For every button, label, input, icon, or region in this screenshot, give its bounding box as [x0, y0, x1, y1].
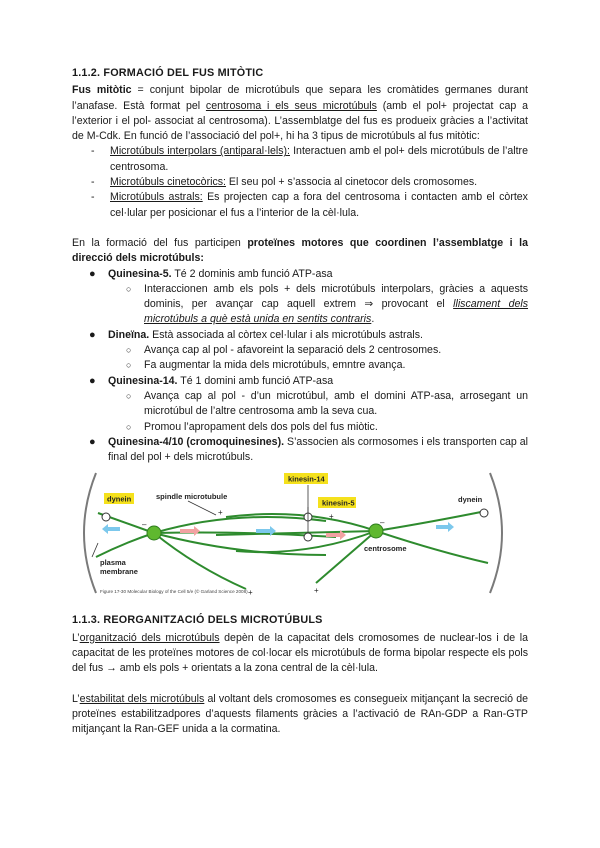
- section-heading-1-1-2: 1.1.2. FORMACIÓ DEL FUS MITÒTIC: [72, 67, 264, 79]
- motor-name: Quinesina-5.: [108, 267, 172, 280]
- plasma-membrane-right: [490, 473, 502, 593]
- type-text: El seu pol + s’associa al cinetocor dels cromosomes.: [225, 176, 478, 189]
- para-text: L’: [72, 692, 80, 705]
- spacer: [72, 597, 528, 613]
- spindle-figure: [76, 471, 516, 597]
- spindle-diagram: [76, 471, 516, 597]
- list-item: [72, 374, 528, 435]
- dash-marker: -: [91, 145, 95, 158]
- sub-text: Promou l’apropament dels dos pols del fus miòtic.: [144, 420, 378, 433]
- subbullet-marker: ○: [126, 345, 132, 356]
- bullet-marker: ●: [89, 435, 96, 448]
- bullet-marker: ●: [89, 328, 96, 341]
- astral-microtubule: [316, 531, 376, 583]
- pointer-line: [188, 501, 216, 515]
- arrow-blue: [102, 524, 120, 534]
- plus-end-label: +: [314, 586, 319, 596]
- list-item: [108, 282, 528, 328]
- dynein-right-label: dynein: [458, 495, 483, 505]
- spacer: [72, 221, 528, 236]
- document-page: [72, 66, 528, 738]
- dynein-motor-right: [480, 509, 488, 517]
- fus-mitotic-definition: [72, 83, 528, 144]
- sub-list: [108, 389, 528, 435]
- definition-text-a: = conjunt bipolar de microtúbuls que separa les cromàtides germanes durant l’anafase. Està format pel: [72, 84, 528, 112]
- motor-proteins-list: [72, 267, 528, 466]
- sub-text: Avança cap al pol - d’un microtúbul, amb el domini ATP-asa, arrosegant un microtúbul de l’altre centrosoma amb la seva cua.: [144, 389, 528, 418]
- sub-text: Fa augmentar la mida dels microtúbuls, emntre avança.: [144, 359, 406, 372]
- figure-caption: Figure 17-30 Molecular Biology of the Cell 5/e (© Garland Science 2008): [100, 589, 248, 595]
- type-term: Microtúbuls cinetocòrics:: [110, 176, 226, 189]
- section-heading-1-1-3: 1.1.3. REORGANITZACIÓ DELS MICROTÚBULS: [72, 614, 323, 627]
- microtubule-types-list: [72, 144, 528, 220]
- subbullet-marker: ○: [126, 421, 132, 432]
- dash-marker: -: [91, 191, 95, 204]
- motor-desc: Té 2 dominis amb funció ATP-asa: [171, 267, 333, 280]
- dash-marker: -: [91, 176, 95, 189]
- type-text: Interactuen amb el pol+ dels microtúbuls de l’altre centrosoma.: [110, 145, 528, 173]
- sub-text: Avança cap al pol - afavoreint la separació dels 2 centrosomes.: [144, 344, 442, 357]
- sub-list: [108, 282, 528, 328]
- underlined-centrosoma: centrosoma i els seus microtúbuls: [205, 99, 377, 112]
- astral-microtubule: [96, 533, 154, 557]
- minus-end-label: –: [380, 518, 385, 528]
- sub-end: .: [371, 313, 375, 326]
- motor-proteins-intro: [72, 236, 528, 267]
- plus-end-label: +: [329, 512, 334, 522]
- list-item: [72, 190, 528, 221]
- list-item: [108, 343, 528, 358]
- plasma-label: plasma: [100, 558, 126, 568]
- type-text: Es projecten cap a fora del centrosoma i contacten amb el còrtex cel·lular per posicionar el fus a l’interior de la cèl·lula.: [110, 191, 528, 219]
- underlined-organization: organització dels microtúbuls: [79, 631, 220, 644]
- centrosome-left: [147, 526, 161, 540]
- para-text: depèn de la capacitat dels cromosomes de nuclear-los i de la capacitat de les proteïnes motores de col·locar els microtúbuls de forma bipolar respecte els pols del fus → amb els pols + orientats a la zona central de la cèl·lula.: [72, 631, 528, 675]
- spacer: [72, 677, 528, 692]
- motor-desc: Té 1 domini amb funció ATP-asa: [177, 374, 334, 387]
- motor-name: Quinesina-14.: [108, 374, 178, 387]
- kinesin-5-motor: [304, 533, 312, 541]
- intro-text: En la formació del fus participen: [72, 236, 248, 249]
- pointer-line: [92, 543, 98, 557]
- spindle-microtubule-label: spindle microtubule: [156, 492, 228, 502]
- arrow-blue: [436, 522, 454, 532]
- subbullet-marker: ○: [126, 283, 132, 294]
- sub-text: Interaccionen amb els pols + dels microtúbuls interpolars, gràcies a aquests dominis, per avançar cap aquell extrem ⇒ provocant el: [144, 282, 528, 311]
- motor-name: Quinesina-4/10 (cromoquinesines).: [108, 435, 285, 448]
- plus-end-label: +: [218, 508, 223, 518]
- bullet-marker: ●: [89, 374, 96, 387]
- list-item: [72, 328, 528, 374]
- list-item: [108, 389, 528, 420]
- list-item: [108, 358, 528, 373]
- bullet-marker: ●: [89, 267, 96, 280]
- intro-bold: proteïnes motores que coordinen l’assemblatge i la direcció dels microtúbuls:: [72, 236, 528, 265]
- arrow-pink: [180, 526, 200, 536]
- list-item: [72, 267, 528, 328]
- kinesin-5-label: kinesin-5: [322, 498, 355, 508]
- motor-name: Dineïna.: [108, 328, 150, 341]
- astral-microtubule: [376, 511, 486, 531]
- dynein-motor-left: [102, 513, 110, 521]
- membrane-label: membrane: [100, 567, 138, 577]
- minus-end-label: –: [142, 520, 147, 530]
- centrosome-label: centrosome: [364, 544, 407, 554]
- subbullet-marker: ○: [126, 360, 132, 371]
- list-item: [72, 175, 528, 190]
- motor-desc: S’associen als cormosomes i els transporten cap al final del pol + dels microtúbuls.: [108, 435, 528, 464]
- plus-end-label: +: [248, 588, 253, 598]
- kinesin-14-label: kinesin-14: [288, 474, 325, 484]
- para-text: L’: [72, 631, 80, 644]
- subbullet-marker: ○: [126, 390, 132, 401]
- underlined-stability: estabilitat dels microtúbuls: [79, 692, 205, 705]
- list-item: [72, 435, 528, 466]
- dynein-left-label: dynein: [107, 494, 132, 504]
- motor-desc: Està associada al còrtex cel·lular i als microtúbuls astrals.: [149, 328, 423, 341]
- list-item: [72, 144, 528, 175]
- plasma-membrane-left: [84, 473, 96, 593]
- interpolar-microtubule: [154, 517, 326, 533]
- type-term: Microtúbuls interpolars (antiparal·lels):: [110, 145, 290, 158]
- term-fus-mitotic: Fus mitòtic: [72, 84, 132, 97]
- astral-microtubule: [154, 533, 246, 589]
- definition-text-b: (amb el pol+ projectat cap a l’exterior i el pol- associat al centrosoma). L’assemblatge del fus es produeix gràcies a l’activitat de M-Cdk. En funció de l’associació del pol+, hi ha 3 tipus de microtúbuls al fus mitòtic:: [72, 99, 528, 143]
- stability-paragraph: [72, 692, 528, 738]
- sub-italic: lliscament dels microtúbuls a què està unida en sentits contraris: [144, 298, 529, 326]
- list-item: [108, 420, 528, 435]
- sub-list: [108, 343, 528, 374]
- para-text: al voltant dels cromosomes es consegueix mitjançant la secreció de proteïnes estabilitzadpores d’aquests filaments gràcies a l’activació de RAn-GDP a Ran-GTP mitjançant la Ran-GEF unida a la cormatina.: [72, 692, 528, 736]
- organization-paragraph: [72, 631, 528, 677]
- type-term: Microtúbuls astrals:: [110, 191, 203, 204]
